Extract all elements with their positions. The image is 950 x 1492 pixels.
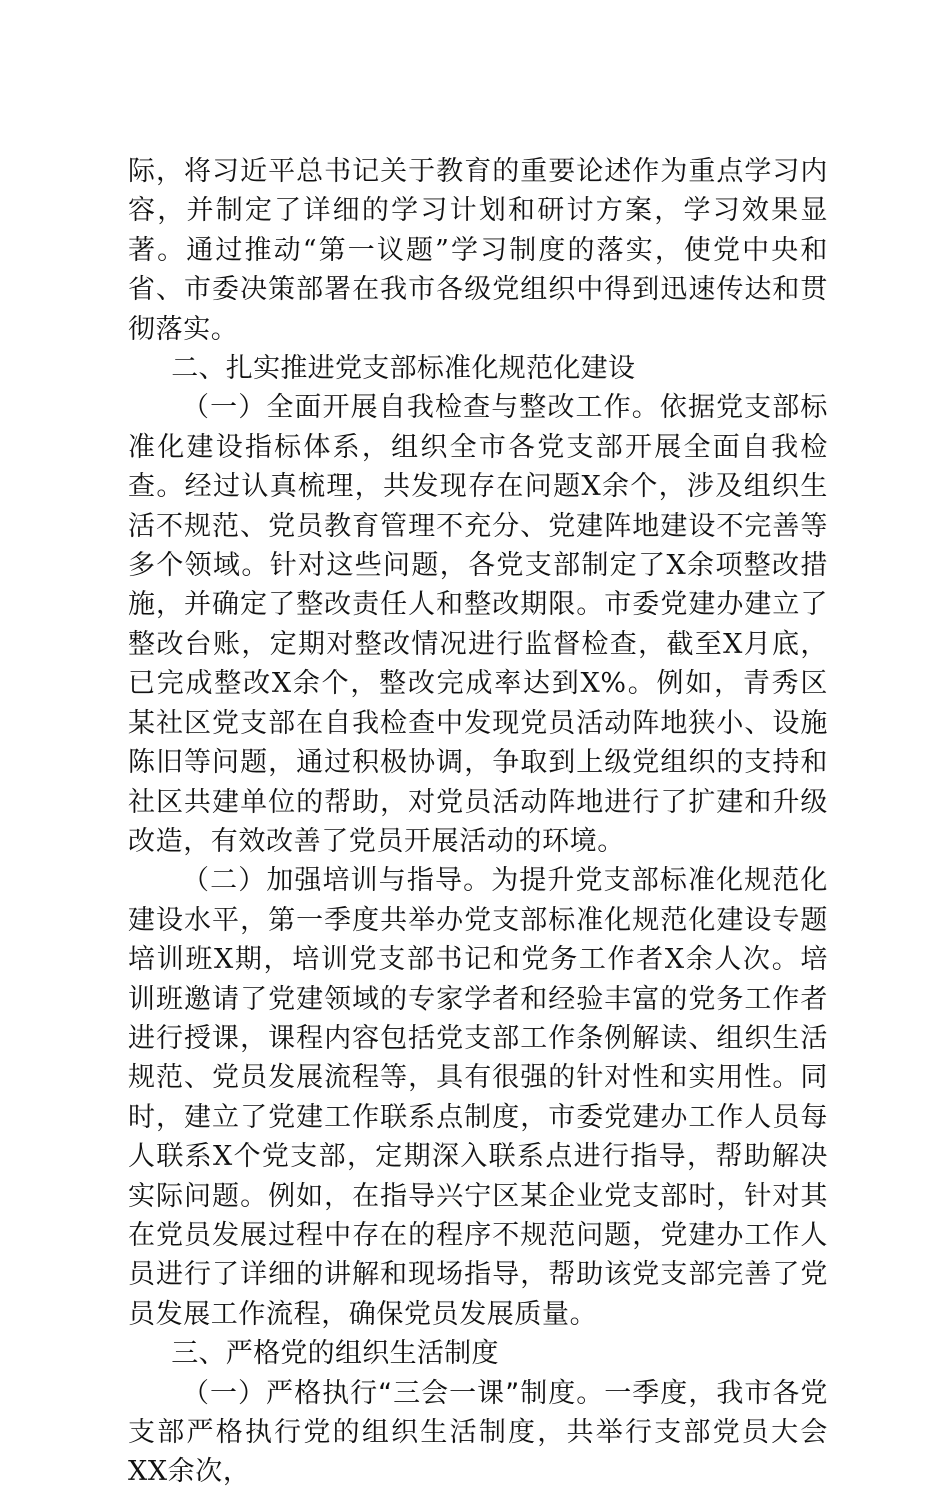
section-heading-2: 二、扎实推进党支部标准化规范化建设 xyxy=(171,353,636,385)
paragraph-self-inspection-text: 依据党支部标准化建设指标体系，组织全市各党支部开展全面自我检查。经过认真梳理，共发现存在问题X余个，涉及组织生活不规范、党员教育管理不充分、党建阵地建设不完善等多个领域。针对这些问题，各党支部制定了X余项整改措施，并确定了整改责任人和整改期限。市委党建办建立了整改台账，定期对整改情况进行监督检查，截至X月底，已完成整改X余个，整改完成率达到X%。例如，青秀区某社区党支部在自我检查中发现党员活动阵地狭小、设施陈旧等问题，通过积极协调，争取到上级党组织的支持和社区共建单位的帮助，对党员活动阵地进行了扩建和升级改造，有效改善了党员开展活动的环境。 xyxy=(128,392,829,857)
subheading-self-inspection: （一）全面开展自我检查与整改工作。 xyxy=(182,392,660,424)
paragraph-three-meetings xyxy=(128,1374,828,1492)
paragraph-training xyxy=(128,861,828,1334)
paragraph-self-inspection xyxy=(128,388,828,861)
document-body xyxy=(128,152,828,1492)
paragraph-continuation: 际，将习近平总书记关于教育的重要论述作为重点学习内容，并制定了详细的学习计划和研讨方案，学习效果显著。通过推动“第一议题”学习制度的落实，使党中央和省、市委决策部署在我市各级党组织中得到迅速传达和贯彻落实。 xyxy=(128,156,828,345)
subheading-training: （二）加强培训与指导。 xyxy=(182,865,492,897)
subheading-three-meetings: （一）严格执行“三会一课”制度。 xyxy=(182,1377,605,1409)
section-heading-3: 三、严格党的组织生活制度 xyxy=(171,1338,499,1370)
paragraph-training-text: 为提升党支部标准化规范化建设水平，第一季度共举办党支部标准化规范化建设专题培训班X期，培训党支部书记和党务工作者X余人次。培训班邀请了党建领域的专家学者和经验丰富的党务工作者进行授课，课程内容包括党支部工作条例解读、组织生活规范、党员发展流程等，具有很强的针对性和实用性。同时，建立了党建工作联系点制度，市委党建办工作人员每人联系X个党支部，定期深入联系点进行指导，帮助解决实际问题。例如，在指导兴宁区某企业党支部时，针对其在党员发展过程中存在的程序不规范问题，党建办工作人员进行了详细的讲解和现场指导，帮助该党支部完善了党员发展工作流程，确保党员发展质量。 xyxy=(128,865,828,1330)
paragraph-three-meetings-text: 一季度，我市各党支部严格执行党的组织生活制度，共举行支部党员大会XX余次， xyxy=(128,1377,828,1488)
